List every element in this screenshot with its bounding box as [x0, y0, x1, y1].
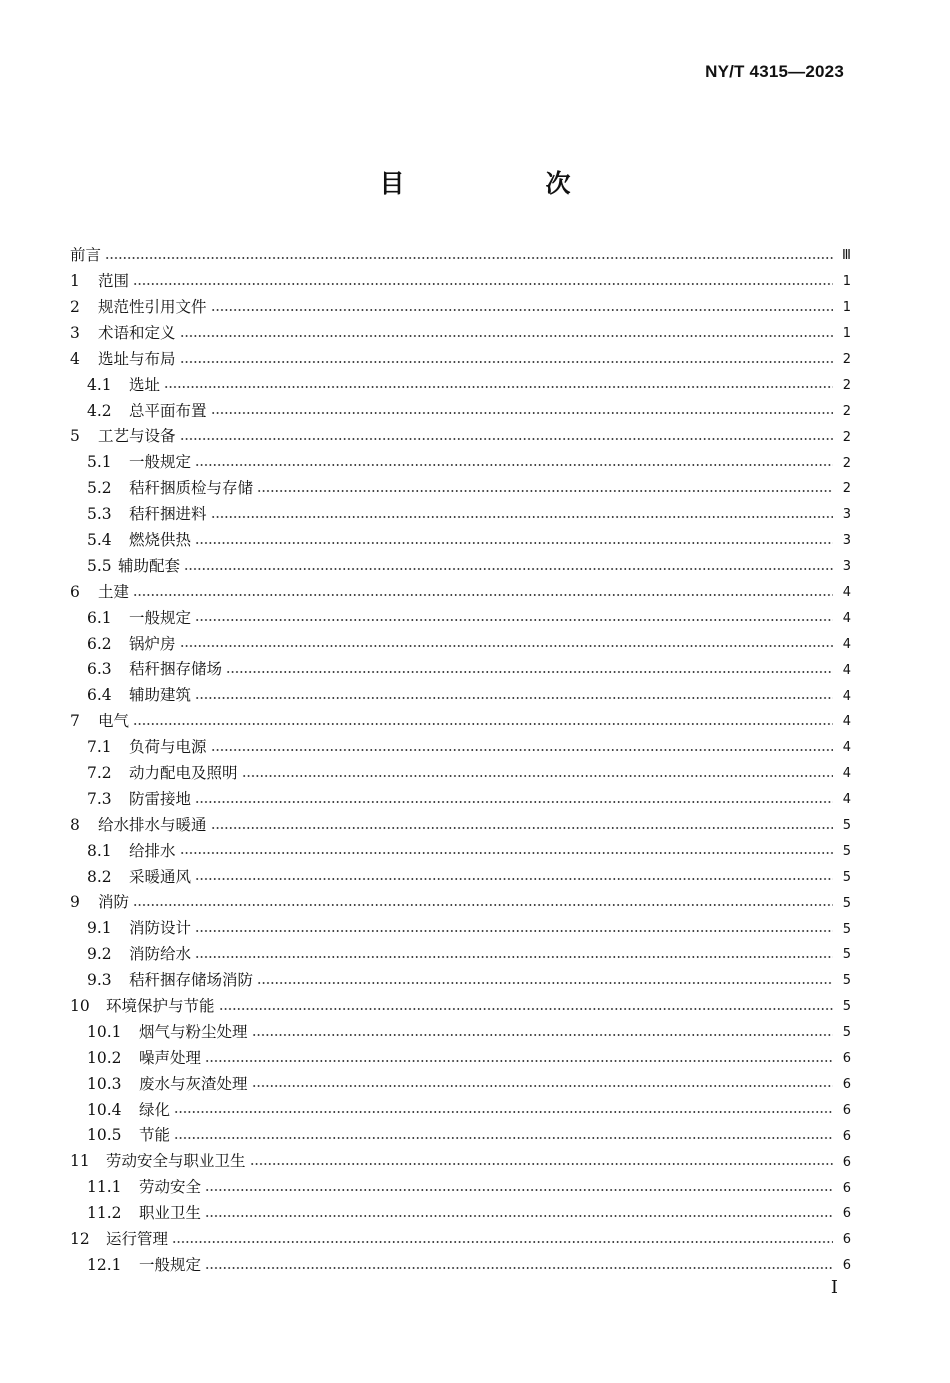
- toc-entry[interactable]: [70, 1201, 851, 1227]
- toc-entry[interactable]: [70, 683, 851, 709]
- toc-entry-label: 防雷接地: [129, 789, 192, 808]
- toc-entry-label: 选址与布局: [98, 349, 176, 368]
- toc-entry-page: 4: [842, 636, 851, 652]
- toc-entry[interactable]: [70, 994, 851, 1020]
- toc-entry-label: 消防: [98, 893, 130, 912]
- toc-entry-label: 秸秆捆进料: [129, 505, 207, 524]
- toc-entry-label: 废水与灰渣处理: [139, 1074, 248, 1093]
- toc-entry-page: 5: [842, 1025, 851, 1041]
- toc-entry-number: 4.1: [87, 375, 112, 394]
- toc-entry[interactable]: [70, 605, 851, 631]
- toc-entry[interactable]: [70, 243, 851, 269]
- toc-entry-label: 给水排水与暖通: [98, 815, 207, 834]
- toc-entry-page: 4: [842, 766, 851, 782]
- toc-entry-label: 劳动安全与职业卫生: [106, 1152, 246, 1171]
- toc-entry[interactable]: [70, 1227, 851, 1253]
- toc-entry-label: 绿化: [139, 1100, 171, 1119]
- toc-entry-number: 10.3: [87, 1074, 122, 1093]
- toc-entry-page: 5: [842, 895, 851, 911]
- toc-entry-label: 烟气与粉尘处理: [139, 1022, 248, 1041]
- toc-leader-dots: [211, 827, 833, 829]
- toc-entry-label: 电气: [98, 712, 130, 731]
- toc-entry-label: 秸秆捆存储场消防: [129, 971, 254, 990]
- toc-leader-dots: [205, 1215, 833, 1217]
- toc-entry-label: 一般规定: [129, 453, 192, 472]
- toc-leader-dots: [252, 1085, 833, 1087]
- toc-entry-label: 一般规定: [139, 1255, 202, 1274]
- toc-entry-label: 前言: [70, 246, 102, 265]
- toc-entry-number: 3: [70, 323, 80, 342]
- toc-entry-number: 9.3: [87, 971, 112, 990]
- toc-entry-number: 7.2: [87, 764, 112, 782]
- toc-entry[interactable]: [70, 968, 851, 994]
- toc-entry-page: 6: [842, 1051, 851, 1067]
- toc-entry-number: 9.2: [87, 945, 112, 964]
- toc-entry-page: 4: [842, 740, 851, 756]
- toc-entry-page: 4: [842, 585, 851, 601]
- toc-entry-page: 5: [842, 818, 851, 834]
- toc-entry-page: 6: [842, 1180, 851, 1196]
- toc-entry-label: 给排水: [129, 841, 176, 860]
- toc-entry[interactable]: [70, 580, 851, 606]
- toc-entry-label: 选址: [129, 375, 161, 394]
- toc-entry-label: 节能: [139, 1126, 171, 1145]
- toc-leader-dots: [226, 671, 833, 673]
- toc-entry-number: 10: [70, 997, 90, 1016]
- toc-entry[interactable]: [70, 554, 851, 580]
- toc-leader-dots: [180, 438, 833, 440]
- toc-entry[interactable]: [70, 916, 851, 942]
- toc-leader-dots: [133, 283, 833, 285]
- toc-entry-page: 1: [842, 274, 851, 290]
- toc-entry-number: 8: [70, 815, 80, 834]
- toc-entry-page: 6: [842, 1154, 851, 1170]
- toc-entry[interactable]: [70, 347, 851, 373]
- toc-leader-dots: [174, 1111, 833, 1113]
- toc-entry[interactable]: [70, 631, 851, 657]
- toc-entry-number: 7: [70, 712, 80, 731]
- toc-entry[interactable]: [70, 709, 851, 735]
- toc-entry[interactable]: [70, 657, 851, 683]
- toc-entry-number: 12: [70, 1230, 90, 1249]
- toc-entry-label: 规范性引用文件: [98, 297, 207, 316]
- toc-entry-page: 2: [842, 403, 851, 419]
- toc-entry-page: 3: [842, 533, 851, 549]
- toc-entry[interactable]: [70, 321, 851, 347]
- toc-entry[interactable]: [70, 1020, 851, 1046]
- toc-entry-number: 5.3: [87, 505, 112, 524]
- toc-entry-number: 5.5: [87, 556, 112, 575]
- toc-entry-number: 8.1: [87, 841, 112, 860]
- standard-code: NY/T 4315—2023: [705, 62, 844, 81]
- toc-entry-number: 6.3: [87, 660, 112, 679]
- toc-leader-dots: [172, 1241, 833, 1243]
- toc-entry-number: 8.2: [87, 867, 112, 886]
- toc-entry[interactable]: [70, 269, 851, 295]
- toc-entry-number: 9: [70, 893, 80, 912]
- toc-entry-number: 5.4: [87, 530, 112, 549]
- toc-entry-number: 11: [70, 1152, 90, 1171]
- toc-entry[interactable]: [70, 890, 851, 916]
- toc-entry-number: 11.2: [87, 1204, 122, 1223]
- toc-entry-page: 2: [842, 481, 851, 497]
- toc-entry-number: 5.2: [87, 479, 112, 498]
- toc-entry-label: 噪声处理: [139, 1048, 202, 1067]
- toc-entry-page: 6: [842, 1258, 851, 1274]
- toc-leader-dots: [252, 1034, 833, 1036]
- toc-entry-page: 3: [842, 559, 851, 575]
- toc-entry-number: 12.1: [87, 1255, 122, 1274]
- toc-entry-number: 7.1: [87, 738, 112, 757]
- toc-leader-dots: [211, 516, 833, 518]
- toc-entry-page: 2: [842, 352, 851, 367]
- toc-entry-page: 1: [842, 300, 851, 316]
- toc-entry-label: 工艺与设备: [98, 427, 176, 446]
- toc-entry-page: 2: [842, 377, 851, 393]
- toc-leader-dots: [174, 1137, 833, 1139]
- toc-leader-dots: [133, 723, 833, 725]
- toc-leader-dots: [195, 930, 833, 932]
- toc-entry[interactable]: [70, 528, 851, 554]
- toc-entry-number: 6: [70, 582, 80, 601]
- toc-entry-number: 5: [70, 427, 80, 446]
- toc-entry-number: 4: [70, 349, 80, 368]
- toc-entry-number: 4.2: [87, 401, 112, 420]
- toc-entry-number: 7.3: [87, 789, 112, 808]
- toc-leader-dots: [180, 645, 833, 647]
- toc-leader-dots: [133, 594, 833, 596]
- toc-entry[interactable]: [70, 502, 851, 528]
- toc-leader-dots: [195, 619, 833, 621]
- toc-entry-number: 6.1: [87, 608, 112, 627]
- toc-leader-dots: [242, 775, 833, 777]
- toc-entry-number: 2: [70, 297, 80, 316]
- toc-entry-page: 6: [842, 1232, 851, 1248]
- toc-leader-dots: [205, 1267, 833, 1269]
- toc-leader-dots: [211, 309, 833, 311]
- toc-entry-number: 9.1: [87, 919, 112, 938]
- toc-entry[interactable]: [70, 450, 851, 476]
- toc-entry-label: 一般规定: [129, 608, 192, 627]
- toc-entry[interactable]: [70, 1253, 851, 1279]
- toc-entry-label: 秸秆捆质检与存储: [129, 479, 254, 498]
- toc-leader-dots: [180, 852, 833, 854]
- toc-entry-label: 动力配电及照明: [129, 764, 238, 782]
- toc-leader-dots: [205, 1060, 833, 1062]
- toc-entry-page: 5: [842, 999, 851, 1015]
- toc-entry-label: 消防设计: [129, 919, 192, 938]
- toc-entry[interactable]: [70, 1123, 851, 1149]
- toc-entry-page: 3: [842, 507, 851, 523]
- toc-entry-label: 采暖通风: [129, 867, 192, 886]
- toc-entry-number: 11.1: [87, 1178, 122, 1197]
- toc-leader-dots: [195, 956, 833, 958]
- toc-entry[interactable]: [70, 424, 851, 450]
- toc-entry-number: 10.2: [87, 1048, 122, 1067]
- toc-entry-number: 10.5: [87, 1126, 122, 1145]
- table-of-contents: [70, 243, 851, 1279]
- toc-entry-label: 职业卫生: [139, 1204, 202, 1223]
- toc-entry-page: 5: [842, 921, 851, 937]
- toc-entry-page: 4: [842, 610, 851, 626]
- toc-entry-page: 4: [842, 662, 851, 678]
- toc-entry[interactable]: [70, 942, 851, 968]
- toc-entry[interactable]: [70, 813, 851, 839]
- toc-entry-page: 2: [842, 455, 851, 471]
- toc-entry-page: 5: [842, 973, 851, 989]
- toc-entry-page: 4: [842, 688, 851, 704]
- toc-title: 目 次: [379, 169, 629, 198]
- toc-leader-dots: [211, 749, 833, 751]
- toc-leader-dots: [195, 542, 833, 544]
- toc-entry[interactable]: [70, 295, 851, 321]
- toc-leader-dots: [180, 361, 833, 363]
- toc-entry[interactable]: [70, 1175, 851, 1201]
- toc-leader-dots: [105, 257, 833, 259]
- toc-entry[interactable]: [70, 838, 851, 864]
- toc-entry-page: 6: [842, 1206, 851, 1222]
- toc-entry[interactable]: [70, 372, 851, 398]
- toc-entry-label: 负荷与电源: [129, 738, 207, 757]
- toc-entry[interactable]: [70, 1072, 851, 1098]
- toc-entry-number: 6.2: [87, 634, 112, 653]
- toc-entry-number: 5.1: [87, 453, 112, 472]
- toc-leader-dots: [205, 1189, 833, 1191]
- toc-entry-label: 总平面布置: [129, 401, 207, 420]
- toc-entry-label: 消防给水: [129, 945, 192, 964]
- toc-entry-page: 4: [842, 792, 851, 808]
- toc-entry-page: 6: [842, 1102, 851, 1118]
- toc-entry-number: 10.4: [87, 1100, 122, 1119]
- toc-leader-dots: [211, 412, 833, 414]
- toc-entry-page: 1: [842, 326, 851, 342]
- toc-leader-dots: [257, 982, 833, 984]
- toc-entry[interactable]: [70, 476, 851, 502]
- toc-leader-dots: [250, 1163, 833, 1165]
- toc-entry-page: 5: [842, 947, 851, 963]
- toc-entry[interactable]: [70, 398, 851, 424]
- toc-entry-number: 6.4: [87, 686, 112, 705]
- toc-entry[interactable]: [70, 735, 851, 761]
- toc-leader-dots: [257, 490, 833, 492]
- toc-entry[interactable]: [70, 761, 851, 787]
- toc-entry-page: 4: [842, 714, 851, 730]
- toc-entry-label: 环境保护与节能: [106, 997, 215, 1016]
- toc-entry-label: 劳动安全: [139, 1178, 202, 1197]
- toc-entry[interactable]: [70, 787, 851, 813]
- toc-entry-label: 范围: [98, 272, 130, 291]
- toc-leader-dots: [219, 1008, 833, 1010]
- toc-entry-label: 辅助配套: [118, 556, 181, 575]
- toc-entry-label: 土建: [98, 582, 130, 601]
- toc-entry-label: 燃烧供热: [129, 530, 192, 549]
- toc-entry-page: Ⅲ: [842, 248, 851, 264]
- toc-leader-dots: [180, 335, 833, 337]
- toc-leader-dots: [164, 386, 833, 388]
- toc-entry-label: 辅助建筑: [129, 686, 192, 705]
- toc-leader-dots: [133, 904, 833, 906]
- toc-entry-page: 5: [842, 869, 851, 885]
- toc-entry[interactable]: [70, 864, 851, 890]
- toc-entry-page: 5: [842, 843, 851, 859]
- toc-leader-dots: [195, 464, 833, 466]
- toc-leader-dots: [195, 801, 833, 803]
- toc-leader-dots: [195, 697, 833, 699]
- toc-leader-dots: [184, 568, 833, 570]
- toc-entry-page: 6: [842, 1128, 851, 1144]
- toc-entry-page: 6: [842, 1076, 851, 1092]
- toc-entry[interactable]: [70, 1097, 851, 1123]
- toc-entry-label: 术语和定义: [98, 323, 176, 342]
- toc-entry[interactable]: [70, 1149, 851, 1175]
- toc-entry-page: 2: [842, 429, 851, 445]
- toc-entry-label: 秸秆捆存储场: [129, 660, 223, 679]
- toc-entry-number: 1: [70, 272, 80, 291]
- toc-entry[interactable]: [70, 1046, 851, 1072]
- toc-leader-dots: [195, 878, 833, 880]
- toc-entry-number: 10.1: [87, 1022, 122, 1041]
- toc-entry-label: 运行管理: [106, 1230, 169, 1249]
- page-number: I: [830, 1277, 838, 1298]
- toc-entry-label: 锅炉房: [129, 634, 176, 653]
